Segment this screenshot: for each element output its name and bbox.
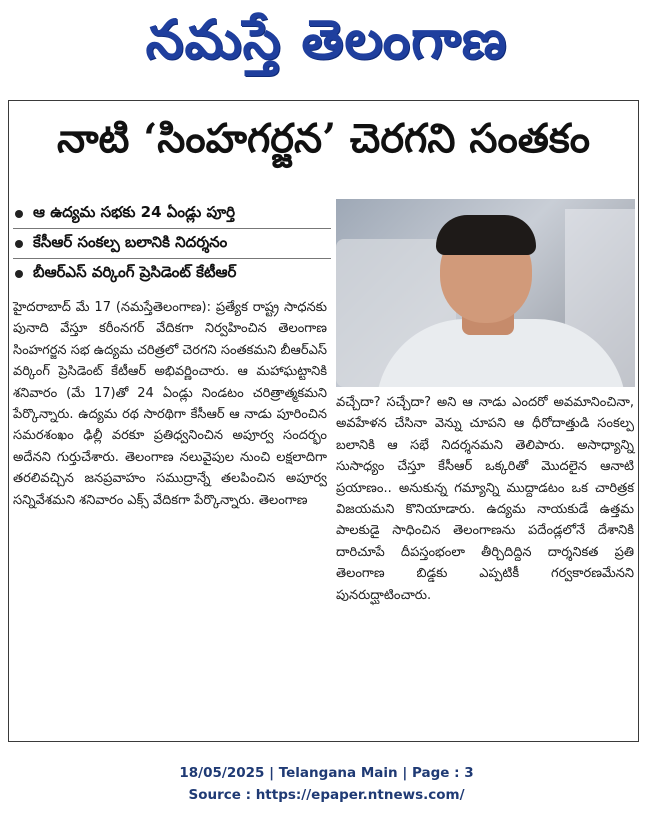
news-clipping (8, 100, 639, 742)
bullet-icon (15, 210, 23, 218)
edition-info: 18/05/2025 | Telangana Main | Page : 3 (179, 765, 474, 781)
bullet-icon (15, 270, 23, 278)
subheading-item (13, 229, 331, 259)
source-footer (0, 762, 653, 806)
source-link[interactable]: Source : https://epaper.ntnews.com/ (188, 787, 465, 803)
subheading-list (13, 199, 331, 289)
newspaper-masthead (0, 4, 653, 88)
article-body-right-column (336, 392, 634, 606)
article-body-left-column (13, 297, 327, 511)
subheading-item (13, 199, 331, 229)
subheading-text: ఆ ఉద్యమ సభకు 24 ఏండ్లు పూర్తి (33, 202, 236, 221)
bullet-icon (15, 240, 23, 248)
article-photo (336, 199, 635, 387)
article-body-text: హైదరాబాద్ మే 17 (నమస్తేతెలంగాణ): ప్రత్యేక రాష్ట్ర సాధనకు పునాది వేస్తూ కరీంనగర్ వేదికగా నిర్వహించిన తెలంగాణ సింహగర్జన సభ ఉద్యమ చరిత్రలో చెరగని సంతకమని బీఆర్ఎస్ వర్కింగ్ ప్రెసిడెంట్ కేటీఆర్ అభివర్ణించారు. ఆ మహాఘట్టానికి శనివారం (మే 17)తో 24 ఏండ్లు నిండటం చరిత్రాత్మకమని పేర్కొన్నారు. ఉద్యమ రథ సారథిగా కేసీఆర్ ఆ నాడు పూరించిన సమరశంఖం ఢిల్లీ వరకూ ప్రతిధ్వనించిన అపూర్వ సందర్భం అదేనని గుర్తుచేశారు. తెలంగాణ నలువైపుల నుంచి లక్షలాదిగా తరలివచ్చిన జనప్రవాహం సముద్రాన్నే తలపించిన అపూర్వ సన్నివేశమని శనివారం ఎక్స్ వేదికగా పేర్కొన్నారు. తెలంగాణ (13, 300, 327, 508)
subheading-item (13, 259, 331, 289)
article-body-text: వచ్చేదా? సచ్చేదా? అని ఆ నాడు ఎందరో అవమానించినా, అవహేళన చేసినా వెన్ను చూపని ఆ ధీరోదాత్తుడి సంకల్ప బలానికి ఆ సభే నిదర్శనమని తెలిపారు. అసాధ్యాన్ని సుసాధ్యం చేస్తూ కేసీఆర్ ఒక్కరితో మొదలైన ఆనాటి ప్రయాణం.. అనుకున్న గమ్యాన్ని ముద్దాడటం ఒక చారిత్రక విజయమని కొనియాడారు. ఉద్యమ నాయకుడే ఉత్తమ పాలకుడై సాధించిన తెలంగాణను పదేండ్లలోనే దేశానికి దారిచూపే దీపస్తంభంలా తీర్చిదిద్దిన దార్శనికత ప్రతి తెలంగాణ బిడ్డకు ఎప్పటికీ గర్వకారణమేనని పునరుద్ఘాటించారు. (336, 395, 634, 603)
subheading-text: కేసీఆర్ సంకల్ప బలానికి నిదర్శనం (33, 232, 228, 251)
masthead-title: నమస్తే తెలంగాణ (145, 7, 508, 71)
subheading-text: బీఆర్ఎస్ వర్కింగ్ ప్రెసిడెంట్ కేటీఆర్ (33, 263, 237, 281)
article-headline: నాటి ‘సింహగర్జన’ చెరగని సంతకం (56, 115, 591, 162)
